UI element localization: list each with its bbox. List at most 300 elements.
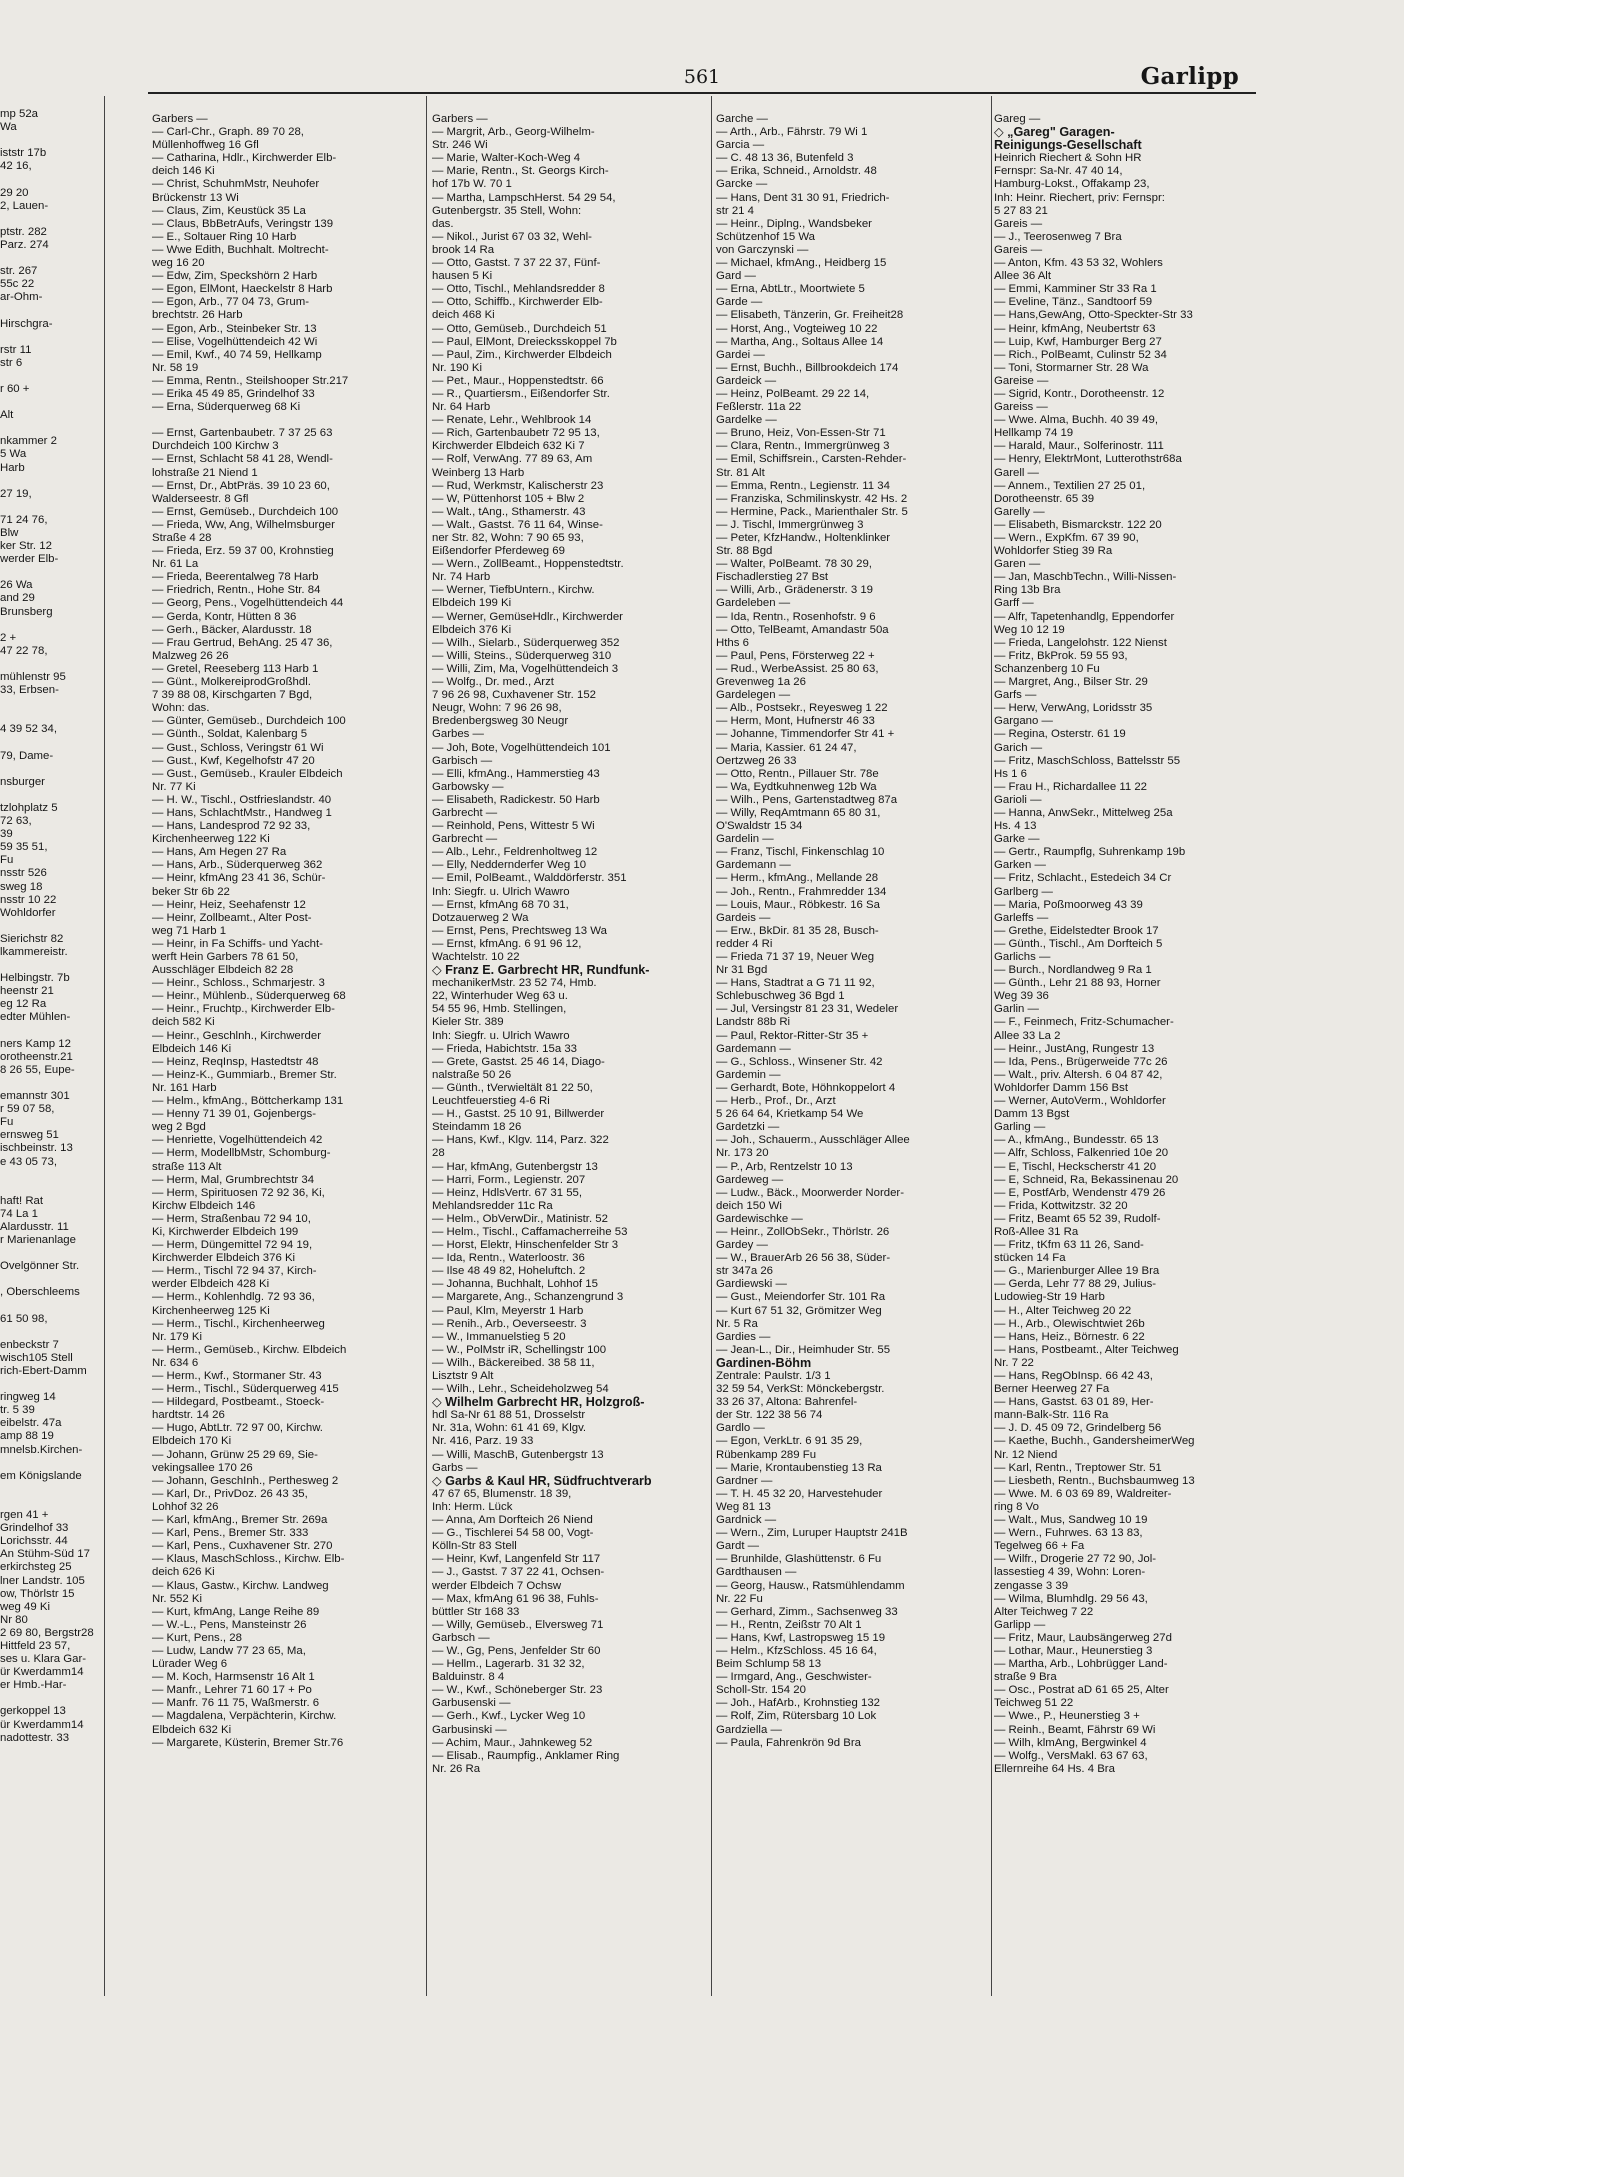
directory-entry-line: — W, Püttenhorst 105 + Blw 2 <box>432 492 585 505</box>
directory-entry-line: — Wolfg., VersMakl. 63 67 63, <box>994 1749 1148 1762</box>
directory-entry-line: zengasse 3 39 <box>994 1579 1069 1592</box>
column-left-fragment <box>0 108 97 1745</box>
surname-heading: Garbes — <box>432 728 484 741</box>
directory-entry-line: — Klaus, MaschSchloss., Kirchw. Elb- <box>152 1553 345 1566</box>
directory-entry-line: — Günth., Soldat, Kalenbarg 5 <box>152 728 308 741</box>
directory-entry-line: eg 12 Ra <box>0 998 47 1011</box>
directory-entry-line: — Paul, Zim., Kirchwerder Elbdeich <box>432 348 612 361</box>
surname-heading: Garlin — <box>994 1003 1039 1016</box>
directory-entry-line: — Rolf, Zim, Rütersbarg 10 Lok <box>716 1710 877 1723</box>
directory-entry-line <box>0 737 97 750</box>
directory-entry-line: — Otto, TelBeamt, Amandastr 50a <box>716 623 889 636</box>
directory-entry-line: — Willi, Arb., Grädenerstr. 3 19 <box>716 584 873 597</box>
directory-entry-line: 26 Wa <box>0 579 33 592</box>
surname-heading: Gardei — <box>716 348 765 361</box>
directory-entry-line: — Joh., Rentn., Frahmredder 134 <box>716 885 887 898</box>
directory-entry-line <box>0 1077 97 1090</box>
directory-entry-line: — G., Marienburger Allee 19 Bra <box>994 1265 1160 1278</box>
directory-entry-line: — Elisabeth, Radickestr. 50 Harb <box>432 793 600 806</box>
directory-entry-line: — Franz, Tischl, Finkenschlag 10 <box>716 846 885 859</box>
directory-entry-line: — W., Gg, Pens, Jenfelder Str 60 <box>432 1644 601 1657</box>
directory-entry-line: 55c 22 <box>0 278 35 291</box>
directory-entry-line: — Fritz, tKfm 63 11 26, Sand- <box>994 1239 1144 1252</box>
surname-heading: Garde — <box>716 296 763 309</box>
directory-entry-line: deich 146 Ki <box>152 165 215 178</box>
directory-entry-line: — Carl-Chr., Graph. 89 70 28, <box>152 126 304 139</box>
directory-entry-line: — Helm., kfmAng., Böttcherkamp 131 <box>152 1095 344 1108</box>
surname-heading: Garlberg — <box>994 885 1053 898</box>
directory-entry-line: — Joh., HafArb., Krohnstieg 132 <box>716 1697 880 1710</box>
directory-entry-line: — Rolf, VerwAng. 77 89 63, Am <box>432 453 593 466</box>
directory-entry-line: — Karl, Rentn., Treptower Str. 51 <box>994 1461 1162 1474</box>
directory-entry-line: — Heinr, Heiz, Seehafenstr 12 <box>152 898 306 911</box>
directory-entry-line: — Gust., Schloss, Veringstr 61 Wi <box>152 741 324 754</box>
surname-heading: Gardelke — <box>716 414 777 427</box>
directory-entry-line: Tegelweg 66 + Fa <box>994 1540 1085 1553</box>
directory-entry-line: Wa <box>0 121 17 134</box>
directory-entry-line: — Renate, Lehr., Wehlbrook 14 <box>432 414 592 427</box>
directory-entry-line: Schützenhof 15 Wa <box>716 230 815 243</box>
directory-entry-line: Balduinstr. 8 4 <box>432 1671 505 1684</box>
directory-entry-line: — Osc., Postrat aD 61 65 25, Alter <box>994 1684 1169 1697</box>
page-header <box>0 63 1404 94</box>
directory-entry-line: Fu <box>0 854 14 867</box>
directory-entry-line: nalstraße 50 26 <box>432 1068 512 1081</box>
directory-entry-line: — Gust., Meiendorfer Str. 101 Ra <box>716 1291 886 1304</box>
directory-entry-line <box>0 396 97 409</box>
directory-entry-line: — Heinr., Fruchtp., Kirchwerder Elb- <box>152 1003 335 1016</box>
directory-entry-line: — Heinr., Mühlenb., Süderquerweg 68 <box>152 990 346 1003</box>
directory-entry-line: Nr. 634 6 <box>152 1356 199 1369</box>
directory-entry-line: — Wern., Zim, Luruper Hauptstr 241B <box>716 1527 908 1540</box>
directory-entry-line: Hellkamp 74 19 <box>994 427 1074 440</box>
directory-entry-line: — Werner, TiefbUntern., Kirchw. <box>432 584 595 597</box>
directory-entry-line: — Johann, Grünw 25 29 69, Sie- <box>152 1448 318 1461</box>
directory-entry-line: — Heinr, kfmAng, Neubertstr 63 <box>994 322 1156 335</box>
directory-entry-line: Alardusstr. 11 <box>0 1220 69 1233</box>
directory-entry-line: — C. 48 13 36, Butenfeld 3 <box>716 152 854 165</box>
surname-heading: Garen — <box>994 558 1041 571</box>
directory-entry-line: — Karl, Dr., PrivDoz. 26 43 35, <box>152 1487 308 1500</box>
directory-entry-line: Nr. 26 Ra <box>432 1762 481 1775</box>
surname-heading: Gareiss — <box>994 401 1048 414</box>
directory-entry-line: büttler Str 168 33 <box>432 1605 520 1618</box>
directory-entry-line: — Wilh., Lehr., Scheideholzweg 54 <box>432 1383 609 1396</box>
directory-entry-line: nsburger <box>0 775 45 788</box>
directory-entry-line: ow, Thörlstr 15 <box>0 1587 75 1600</box>
directory-entry-line: redder 4 Ri <box>716 937 773 950</box>
directory-entry-line: — Günth., Tischl., Am Dorfteich 5 <box>994 937 1163 950</box>
directory-entry-line: — Bruno, Heiz, Von-Essen-Str 71 <box>716 427 886 440</box>
directory-entry-line: — Heinr, in Fa Schiffs- und Yacht- <box>152 937 323 950</box>
directory-entry-line: em Königslande <box>0 1469 82 1482</box>
directory-entry-line: rstr 11 <box>0 343 32 356</box>
directory-entry-line: hdl Sa-Nr 61 88 51, Drosselstr <box>432 1409 586 1422</box>
surname-heading: Garbusenski — <box>432 1697 511 1710</box>
directory-entry-line: — Ernst, kfmAng. 6 91 96 12, <box>432 937 582 950</box>
directory-entry-line: Str. 88 Bgd <box>716 545 773 558</box>
directory-entry-line: — Erna, AbtLtr., Moortwiete 5 <box>716 283 865 296</box>
directory-entry-line: lohstraße 21 Niend 1 <box>152 466 258 479</box>
directory-entry-line: — Herm., Kohlenhdlg. 72 93 36, <box>152 1291 315 1304</box>
directory-entry-line: — Egon, ElMont, Haeckelstr 8 Harb <box>152 283 333 296</box>
directory-entry-line: — Günth., tVerwieltält 81 22 50, <box>432 1081 593 1094</box>
directory-entry-line: weg 49 Ki <box>0 1600 51 1613</box>
directory-entry-line: — Heinr., Diplng., Wandsbeker <box>716 217 872 230</box>
directory-entry-line: — Walt., Gastst. 76 11 64, Winse- <box>432 518 603 531</box>
surname-heading: Gardnick — <box>716 1514 777 1527</box>
directory-entry-line: — J., Gastst. 7 37 22 41, Ochsen- <box>432 1566 605 1579</box>
directory-entry-line: — Gerh., Kwf., Lycker Weg 10 <box>432 1710 586 1723</box>
directory-entry-line <box>0 501 97 514</box>
surname-heading: Garbers — <box>152 113 208 125</box>
directory-entry-line: — Walt., tAng., Sthamerstr. 43 <box>432 505 586 518</box>
directory-entry-line: — Lothar, Maur., Heunerstieg 3 <box>994 1644 1153 1657</box>
directory-entry-line: — Jul, Versingstr 81 23 31, Wedeler <box>716 1003 899 1016</box>
directory-entry-line: Ausschläger Elbdeich 82 28 <box>152 964 294 977</box>
directory-entry-line: Leuchtfeuerstieg 4-6 Ri <box>432 1095 550 1108</box>
directory-entry-line: Heinrich Riechert & Sohn HR <box>994 152 1142 165</box>
directory-entry-line: Brückenstr 13 Wi <box>152 191 239 204</box>
directory-entry-line: — Ernst, Schlacht 58 41 28, Wendl- <box>152 453 333 466</box>
directory-entry-line: brook 14 Ra <box>432 243 495 256</box>
directory-entry-line: str. 267 <box>0 265 38 278</box>
directory-entry-line: Wohldorfer <box>0 906 56 919</box>
directory-entry-line: Nr. 179 Ki <box>152 1330 203 1343</box>
directory-entry-line: Durchdeich 100 Kirchw 3 <box>152 440 279 453</box>
directory-entry-line: — Werner, AutoVerm., Wohldorfer <box>994 1095 1166 1108</box>
surname-heading: Garbrecht — <box>432 833 498 846</box>
directory-entry-line: — Otto, Gemüseb., Durchdeich 51 <box>432 322 607 335</box>
directory-entry-line: Weg 10 12 19 <box>994 623 1065 636</box>
directory-entry-line: — Herm., Tischl., Süderquerweg 415 <box>152 1383 339 1396</box>
directory-entry-line: Roß-Allee 31 Ra <box>994 1225 1079 1238</box>
directory-entry-line <box>0 331 97 344</box>
directory-entry-line <box>0 252 97 265</box>
directory-entry-line: — Hans, Am Hegen 27 Ra <box>152 846 287 859</box>
directory-entry-line: — M. Koch, Harmsenstr 16 Alt 1 <box>152 1671 315 1684</box>
directory-entry-line: — Alfr, Schloss, Falkenried 10e 20 <box>994 1147 1169 1160</box>
header-rule <box>148 92 1256 94</box>
surname-heading: Gardewischke — <box>716 1212 803 1225</box>
directory-entry-line: straße 9 Bra <box>994 1671 1057 1684</box>
directory-entry-line: 5 27 83 21 <box>994 204 1048 217</box>
directory-entry-line: — Frieda, Erz. 59 37 00, Krohnstieg <box>152 545 334 558</box>
directory-entry-line: — Jan, MaschbTechn., Willi-Nissen- <box>994 571 1177 584</box>
directory-entry-line: Nr. 12 Niend <box>994 1448 1058 1461</box>
directory-entry-line: — H., Arb., Olewischtwiet 26b <box>994 1317 1145 1330</box>
directory-entry-line: — Gerda, Lehr 77 88 29, Julius- <box>994 1278 1157 1291</box>
directory-entry-line: enbeckstr 7 <box>0 1338 59 1351</box>
directory-entry-line: — Martha, Arb., Lohbrügger Land- <box>994 1658 1168 1671</box>
surname-heading: Gardner — <box>716 1474 773 1487</box>
directory-entry-line: — Emil, PolBeamt., Walddörferstr. 351 <box>432 872 627 885</box>
directory-entry-line: — Willi, Steins., Süderquerweg 310 <box>432 649 612 662</box>
directory-entry-line: — Elli, kfmAng., Hammerstieg 43 <box>432 767 600 780</box>
directory-entry-line: — Wa, Eydtkuhnenweg 12b Wa <box>716 780 877 793</box>
directory-entry-line: — Marie, Walter-Koch-Weg 4 <box>432 152 581 165</box>
directory-entry-line: — Margarete, Ang., Schanzengrund 3 <box>432 1291 624 1304</box>
directory-entry-line: Zentrale: Paulstr. 1/3 1 <box>716 1370 831 1382</box>
directory-entry-line: — Anna, Am Dorfteich 26 Niend <box>432 1514 593 1527</box>
directory-entry-line: — Frieda, Beerentalweg 78 Harb <box>152 571 319 584</box>
directory-entry-line <box>0 173 97 186</box>
directory-entry-line: — Erw., BkDir. 81 35 28, Busch- <box>716 924 879 937</box>
directory-entry-line: Hs 1 6 <box>994 767 1027 780</box>
surname-heading: Gardt — <box>716 1540 760 1553</box>
directory-entry-line: mp 52a <box>0 108 38 120</box>
directory-entry-line: — Helm., Tischl., Caffamacherreihe 53 <box>432 1225 628 1238</box>
directory-entry-line: — Emil, Schiffsrein., Carsten-Rehder- <box>716 453 907 466</box>
directory-entry-line: 2 69 80, Bergstr28 <box>0 1626 94 1639</box>
directory-entry-line: — Alfr, Tapetenhandlg, Eppendorfer <box>994 610 1175 623</box>
directory-entry-line: gerkoppel 13 <box>0 1705 66 1718</box>
directory-entry-line: — Wilh, klmAng, Bergwinkel 4 <box>994 1736 1147 1749</box>
column-divider <box>426 96 427 1996</box>
directory-entry-line: — Herm, Düngemittel 72 94 19, <box>152 1239 313 1252</box>
directory-entry-line: Helbingstr. 7b <box>0 972 70 985</box>
directory-entry-line: — Fritz, Schlacht., Estedeich 34 Cr <box>994 872 1172 885</box>
page-number: 561 <box>683 66 721 88</box>
directory-entry-line: — Annem., Textilien 27 25 01, <box>994 479 1146 492</box>
directory-entry-line: 7 96 26 98, Cuxhavener Str. 152 <box>432 689 597 702</box>
directory-entry-line: Alter Teichweg 7 22 <box>994 1605 1094 1618</box>
running-head: Garlipp <box>1140 63 1239 90</box>
directory-entry-line: Beim Schlump 58 13 <box>716 1658 822 1671</box>
directory-entry-line: — Har, kfmAng, Gutenbergstr 13 <box>432 1160 598 1173</box>
directory-entry-line: — Regina, Osterstr. 61 19 <box>994 728 1126 741</box>
directory-entry-line: — Hans, SchlachtMstr., Handweg 1 <box>152 806 332 819</box>
directory-entry-line: — Elly, Neddernderfer Weg 10 <box>432 859 587 872</box>
directory-entry-line: — Ida, Rentn., Waterloostr. 36 <box>432 1252 585 1265</box>
directory-entry-line: lner Landstr. 105 <box>0 1574 85 1587</box>
directory-entry-line: Elbdeich 146 Ki <box>152 1042 232 1055</box>
surname-heading: Garken — <box>994 859 1046 872</box>
directory-entry-line: — Paul, ElMont, Dreiecksskoppel 7b <box>432 335 617 348</box>
directory-entry-line: Scholl-Str. 154 20 <box>716 1684 806 1697</box>
directory-entry-line: — Hans,GewAng, Otto-Speckter-Str 33 <box>994 309 1193 322</box>
directory-entry-line: weg 71 Harb 1 <box>152 924 227 937</box>
directory-entry-line: Alt <box>0 409 14 422</box>
directory-entry-line: — Harald, Maur., Solferinostr. 111 <box>994 440 1164 453</box>
directory-entry-line: — Klaus, Gastw., Kirchw. Landweg <box>152 1579 329 1592</box>
directory-entry-line: ernsweg 51 <box>0 1129 59 1142</box>
directory-entry-line: — Grethe, Eidelstedter Brook 17 <box>994 924 1159 937</box>
directory-entry-line <box>0 1247 97 1260</box>
directory-entry-line: Damm 13 Bgst <box>994 1108 1070 1121</box>
directory-entry-line: Hs. 4 13 <box>994 820 1037 833</box>
directory-entry-line: Kirchenheerweg 122 Ki <box>152 833 270 846</box>
surname-heading: Gareise — <box>994 374 1049 387</box>
directory-entry-line <box>0 304 97 317</box>
directory-entry-line: Str. 81 Alt <box>716 466 765 479</box>
directory-entry-line: — Ernst, Pens, Prechtsweg 13 Wa <box>432 924 607 937</box>
directory-entry-line: Nr 80 <box>0 1613 28 1626</box>
directory-entry-line: — Ernst, Gartenbaubetr. 7 37 25 63 <box>152 427 333 440</box>
directory-entry-line: — Erna, Süderquerweg 68 Ki <box>152 401 301 414</box>
directory-entry-line: Wohldorfer Stieg 39 Ra <box>994 545 1113 558</box>
directory-entry-line: An Stühm-Süd 17 <box>0 1548 90 1561</box>
directory-entry-line: stücken 14 Fa <box>994 1252 1066 1265</box>
directory-entry-line: — Hermine, Pack., Marienthaler Str. 5 <box>716 505 908 518</box>
directory-entry-line: Nr. 161 Harb <box>152 1081 217 1094</box>
directory-entry-line: hausen 5 Ki <box>432 270 493 283</box>
directory-entry-line: tzlohplatz 5 <box>0 801 58 814</box>
directory-entry-line: — Joh., Schauerm., Ausschläger Allee <box>716 1134 910 1147</box>
surname-heading: Gardelin — <box>716 833 774 846</box>
directory-entry-line: — Elise, Vogelhüttendeich 42 Wi <box>152 335 318 348</box>
directory-entry-line: werder Elbdeich 428 Ki <box>152 1278 270 1291</box>
directory-entry-line: — Edw, Zim, Speckshörn 2 Harb <box>152 270 318 283</box>
directory-entry-line: Gardinen-Böhm <box>716 1356 812 1370</box>
directory-entry-line: Landstr 88b Ri <box>716 1016 791 1029</box>
directory-entry-line: — Frida, Kottwitzstr. 32 20 <box>994 1199 1128 1212</box>
directory-entry-line <box>0 134 97 147</box>
directory-entry-line: — Ilse 48 49 82, Hoheluftch. 2 <box>432 1265 586 1278</box>
directory-entry-line: 74 La 1 <box>0 1207 39 1220</box>
column-2 <box>432 113 708 1776</box>
directory-entry-line: — P., Arb, Rentzelstr 10 13 <box>716 1160 853 1173</box>
directory-entry-line: Ellernreihe 64 Hs. 4 Bra <box>994 1762 1115 1775</box>
directory-entry-line <box>0 1300 97 1313</box>
directory-entry-line <box>0 789 97 802</box>
directory-entry-line: — Rud., WerbeAssist. 25 80 63, <box>716 662 879 675</box>
directory-entry-line: — Fritz, Maur, Laubsängerweg 27d <box>994 1631 1172 1644</box>
directory-entry-line: Schanzenberg 10 Fu <box>994 662 1100 675</box>
directory-entry-line <box>0 1182 97 1195</box>
directory-entry-line: Oertzweg 26 33 <box>716 754 797 767</box>
directory-entry-line: — Claus, BbBetrAufs, Veringstr 139 <box>152 217 334 230</box>
directory-entry-line: Kirchwerder Elbdeich 632 Ki 7 <box>432 440 585 453</box>
directory-entry-line: — Henry, ElektrMont, Lutterothstr68a <box>994 453 1182 466</box>
directory-entry-line: — Louis, Maur., Röbkestr. 16 Sa <box>716 898 880 911</box>
directory-entry-line: — Walter, PolBeamt. 78 30 29, <box>716 558 872 571</box>
directory-entry-line: — Christ, SchuhmMstr, Neuhofer <box>152 178 320 191</box>
directory-entry-line: Wachtelstr. 10 22 <box>432 951 520 963</box>
directory-entry-line: — Manfr. 76 11 75, Waßmerstr. 6 <box>152 1697 320 1710</box>
directory-entry-line: — Jean-L., Dir., Heimhuder Str. 55 <box>716 1343 891 1356</box>
directory-entry-line: — Egon, VerkLtr. 6 91 35 29, <box>716 1435 863 1448</box>
directory-entry-line <box>0 475 97 488</box>
directory-entry-line: — Toni, Stormarner Str. 28 Wa <box>994 361 1149 374</box>
directory-entry-line: 7 39 88 08, Kirschgarten 7 Bgd, <box>152 689 313 702</box>
directory-entry-line: ür Kwerdamm14 <box>0 1666 84 1679</box>
directory-entry-line: haft! Rat <box>0 1194 44 1207</box>
surname-heading: Garling — <box>994 1121 1046 1134</box>
directory-entry-line: Hittfeld 23 57, <box>0 1639 71 1652</box>
directory-entry-line: Blw <box>0 527 19 539</box>
surname-heading: Gard — <box>716 270 756 283</box>
directory-entry-line: — Gerhard, Zimm., Sachsenweg 33 <box>716 1605 898 1618</box>
directory-entry-line: — Arth., Arb., Fährstr. 79 Wi 1 <box>716 126 868 139</box>
directory-entry-line: — Walt., Mus, Sandweg 10 19 <box>994 1514 1148 1527</box>
directory-entry-line: — Max, kfmAng 61 96 38, Fuhls- <box>432 1592 599 1605</box>
directory-entry-line: — Margret, Ang., Bilser Str. 29 <box>994 676 1148 689</box>
directory-entry-line: ischbeinstr. 13 <box>0 1142 73 1155</box>
directory-entry-line: — Walt., priv. Altersh. 6 04 87 42, <box>994 1068 1163 1081</box>
column-divider <box>104 96 105 1996</box>
directory-entry-line: — Kurt 67 51 32, Grömitzer Weg <box>716 1304 882 1317</box>
directory-entry-line: — Herm., Kwf., Stormaner Str. 43 <box>152 1370 322 1382</box>
directory-entry-line <box>0 959 97 972</box>
surname-heading: Garche — <box>716 113 768 125</box>
directory-entry-line: , Oberschleems <box>0 1286 80 1299</box>
directory-entry-line: — Heinr., ZollObSekr., Thörlstr. 26 <box>716 1225 890 1238</box>
directory-entry-line: — Heinr., Schloss., Schmarjestr. 3 <box>152 977 325 990</box>
directory-entry-line: Ring 13b Bra <box>994 584 1061 597</box>
directory-entry-line: ar-Ohm- <box>0 291 43 304</box>
surname-heading: Garfs — <box>994 689 1037 702</box>
directory-entry-line <box>0 697 97 710</box>
directory-entry-line: 59 35 51, <box>0 841 48 854</box>
directory-entry-line: Rübenkamp 289 Fu <box>716 1448 817 1461</box>
directory-entry-line: mnelsb.Kirchen- <box>0 1443 83 1456</box>
directory-entry-line: deich 150 Wi <box>716 1199 782 1212</box>
directory-entry-line: — Paula, Fahrenkrön 9d Bra <box>716 1736 861 1749</box>
directory-entry-line: — Emma, Rentn., Legienstr. 11 34 <box>716 479 890 492</box>
surname-heading: Gardiewski — <box>716 1278 787 1291</box>
directory-entry-line: ringweg 14 <box>0 1391 56 1404</box>
directory-entry-line: — Gertr., Raumpflg, Suhrenkamp 19b <box>994 846 1186 859</box>
directory-entry-line: — Karl, kfmAng., Bremer Str. 269a <box>152 1514 328 1527</box>
directory-entry-line <box>0 1457 97 1470</box>
directory-entry-line: — Marie, Rentn., St. Georgs Kirch- <box>432 165 609 178</box>
directory-entry-line: Fernspr: Sa-Nr. 47 40 14, <box>994 165 1123 178</box>
directory-entry-line: ring 8 Vo <box>994 1500 1039 1513</box>
directory-entry-line: — G., Schloss., Winsener Str. 42 <box>716 1055 883 1068</box>
directory-entry-line: — Ernst, Gemüseb., Durchdeich 100 <box>152 505 339 518</box>
directory-entry-line: — Heinr, kfmAng 23 41 36, Schür- <box>152 872 326 885</box>
directory-entry-line: — Karl, Pens., Cuxhavener Str. 270 <box>152 1540 333 1553</box>
directory-entry-line: — J., Teerosenweg 7 Bra <box>994 230 1122 243</box>
surname-heading: Garbrecht — <box>432 806 498 819</box>
directory-entry-line: — Wwe. M. 6 03 69 89, Waldreiter- <box>994 1487 1172 1500</box>
directory-entry-line: deich 582 Ki <box>152 1016 215 1029</box>
directory-entry-line: erkirchsteg 25 <box>0 1561 72 1574</box>
directory-entry-line <box>0 213 97 226</box>
directory-entry-line: — Herm, ModellbMstr, Schomburg- <box>152 1147 331 1160</box>
directory-entry-line: — Frau Gertrud, BehAng. 25 47 36, <box>152 636 333 649</box>
directory-entry-line: Inh: Herm. Lück <box>432 1500 513 1513</box>
directory-entry-line <box>0 1025 97 1038</box>
directory-entry-line: — Heinr, Zollbeamt., Alter Post- <box>152 911 312 924</box>
directory-entry-line: Harb <box>0 461 25 474</box>
directory-entry-line: — Willi, MaschB, Gutenbergstr 13 <box>432 1448 604 1461</box>
directory-entry-line <box>152 414 420 427</box>
directory-entry-line: das. <box>432 217 454 230</box>
directory-entry-line: — Hans, Kwf, Lastropsweg 15 19 <box>716 1631 886 1644</box>
directory-entry-line: — Liesbeth, Rentn., Buchsbaumweg 13 <box>994 1474 1195 1487</box>
directory-entry-line: — Harri, Form., Legienstr. 207 <box>432 1173 586 1186</box>
directory-entry-line: vekingsallee 170 26 <box>152 1461 253 1474</box>
directory-entry-line: Ki, Kirchwerder Elbdeich 199 <box>152 1225 299 1238</box>
directory-entry-line: — E, Tischl, Heckscherstr 41 20 <box>994 1160 1157 1173</box>
directory-entry-line: — Herm, Spirituosen 72 92 36, Ki, <box>152 1186 325 1199</box>
surname-heading: Gardey — <box>716 1239 768 1252</box>
directory-entry-line: 39 <box>0 828 13 841</box>
directory-entry-line: — Horst, Elektr, Hinschenfelder Str 3 <box>432 1239 619 1252</box>
directory-entry-line: Ludowieg-Str 19 Harb <box>994 1291 1105 1304</box>
directory-entry-line: — Herm., Gemüseb., Kirchw. Elbdeich <box>152 1343 347 1356</box>
directory-entry-line: — Frieda, Ww, Ang, Wilhelmsburger <box>152 518 335 531</box>
directory-entry-line: — Frieda, Langelohstr. 122 Nienst <box>994 636 1167 649</box>
directory-entry-line: ◇ Garbs & Kaul HR, Südfruchtverarb <box>432 1474 652 1488</box>
directory-entry-line: — Renih., Arb., Oeverseestr. 3 <box>432 1317 587 1330</box>
directory-entry-line: Lürader Weg 6 <box>152 1658 228 1671</box>
directory-entry-line: Lohhof 32 26 <box>152 1500 219 1513</box>
directory-entry-line: Grevenweg 1a 26 <box>716 676 806 689</box>
directory-entry-line: Nr. 58 19 <box>152 361 199 374</box>
